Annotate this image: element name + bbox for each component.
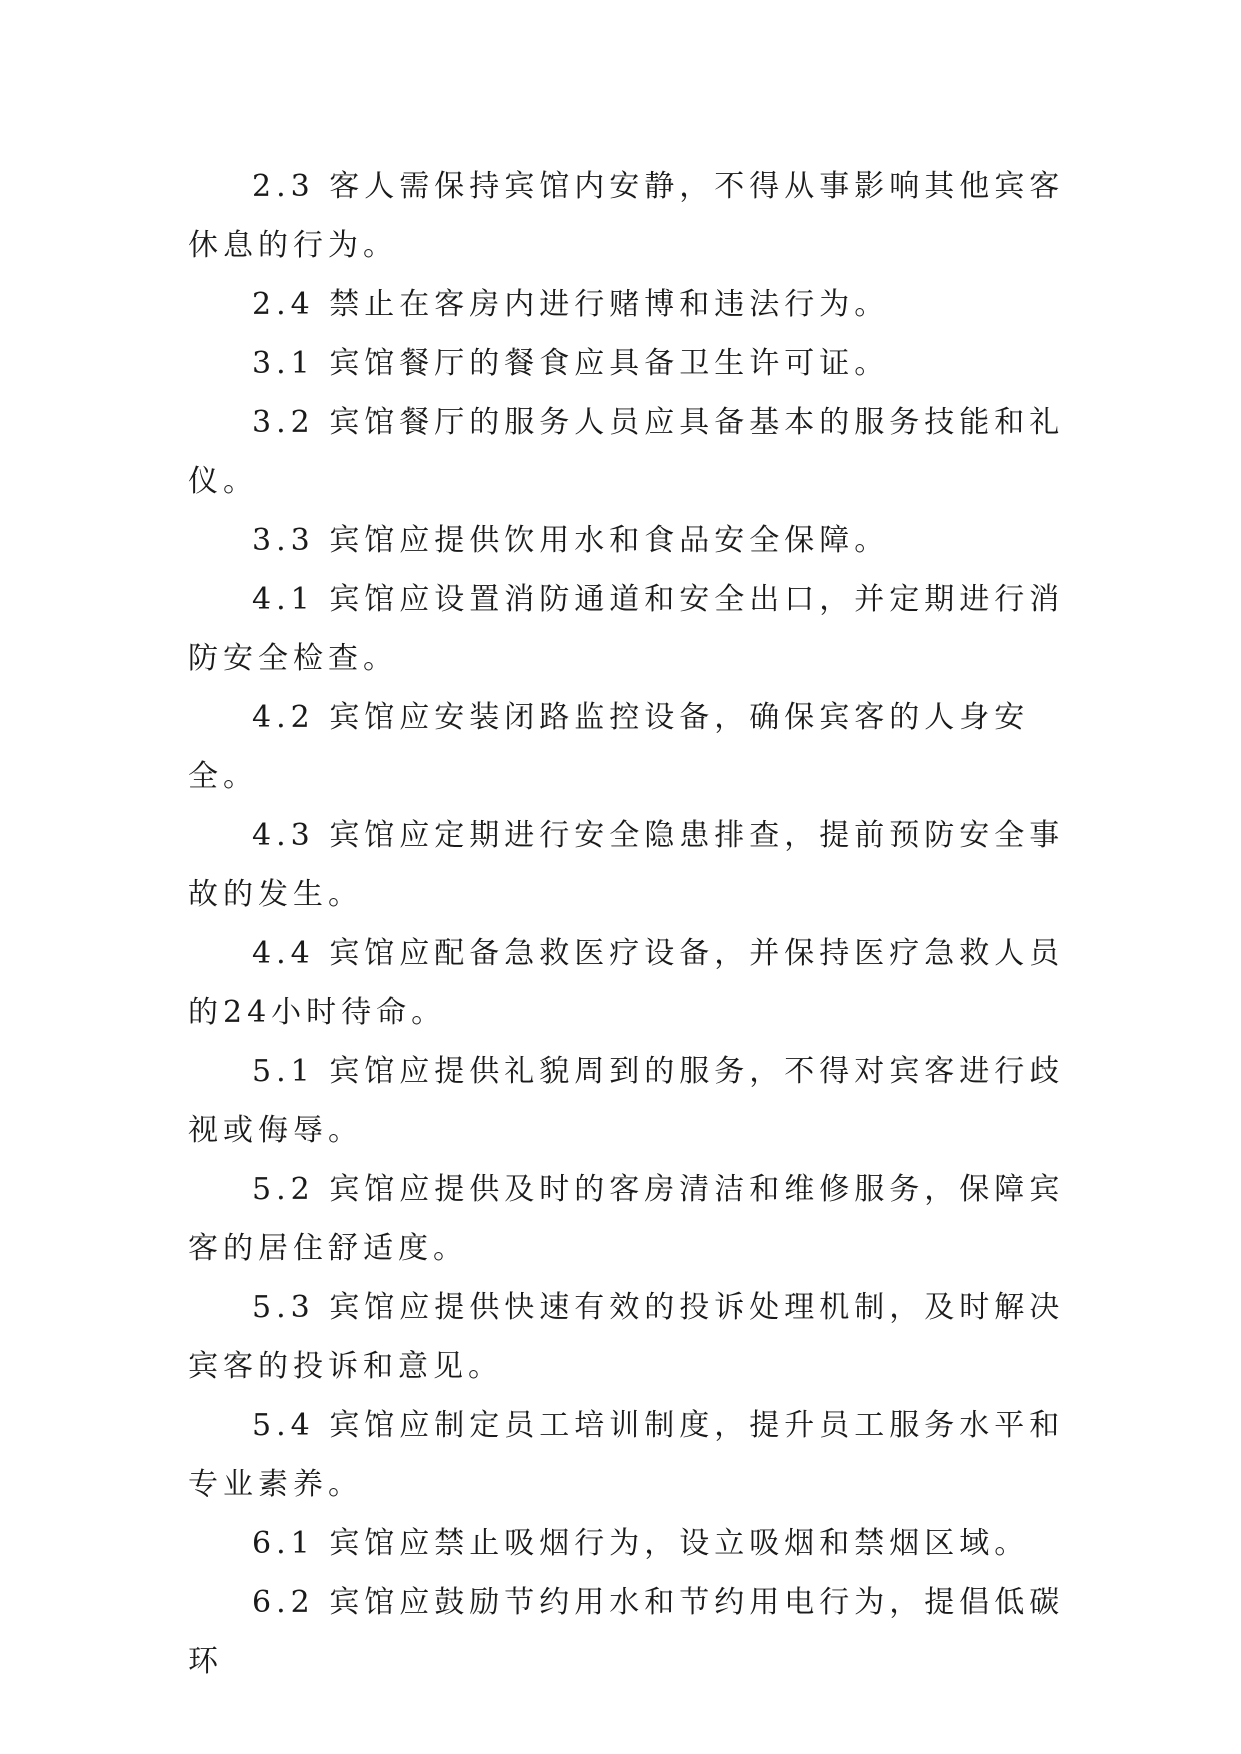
paragraph-5-1: 5.1 宾馆应提供礼貌周到的服务，不得对宾客进行歧视或侮辱。 xyxy=(188,1054,1065,1148)
paragraph-3-3: 3.3 宾馆应提供饮用水和食品安全保障。 xyxy=(252,523,890,558)
paragraph-4-3: 4.3 宾馆应定期进行安全隐患排查，提前预防安全事故的发生。 xyxy=(188,818,1065,912)
paragraph-5-2: 5.2 宾馆应提供及时的客房清洁和维修服务，保障宾客的居住舒适度。 xyxy=(188,1172,1065,1266)
paragraph-2-4: 2.4 禁止在客房内进行赌博和违法行为。 xyxy=(252,287,890,322)
paragraph-6-2: 6.2 宾馆应鼓励节约用水和节约用电行为，提倡低碳环 xyxy=(188,1585,1065,1679)
paragraph-3-1: 3.1 宾馆餐厅的餐食应具备卫生许可证。 xyxy=(252,346,890,381)
paragraph-3-2: 3.2 宾馆餐厅的服务人员应具备基本的服务技能和礼仪。 xyxy=(188,405,1065,499)
paragraph-4-1: 4.1 宾馆应设置消防通道和安全出口，并定期进行消防安全检查。 xyxy=(188,582,1065,676)
paragraph-4-2: 4.2 宾馆应安装闭路监控设备，确保宾客的人身安全。 xyxy=(188,700,1030,794)
paragraph-6-1: 6.1 宾馆应禁止吸烟行为，设立吸烟和禁烟区域。 xyxy=(252,1526,1030,1561)
paragraph-5-3: 5.3 宾馆应提供快速有效的投诉处理机制，及时解决宾客的投诉和意见。 xyxy=(188,1290,1065,1384)
paragraph-2-3: 2.3 客人需保持宾馆内安静，不得从事影响其他宾客休息的行为。 xyxy=(188,169,1065,263)
paragraph-4-4: 4.4 宾馆应配备急救医疗设备，并保持医疗急救人员的24小时待命。 xyxy=(188,936,1065,1030)
document-body xyxy=(188,157,1068,1691)
paragraph-5-4: 5.4 宾馆应制定员工培训制度，提升员工服务水平和专业素养。 xyxy=(188,1408,1065,1502)
